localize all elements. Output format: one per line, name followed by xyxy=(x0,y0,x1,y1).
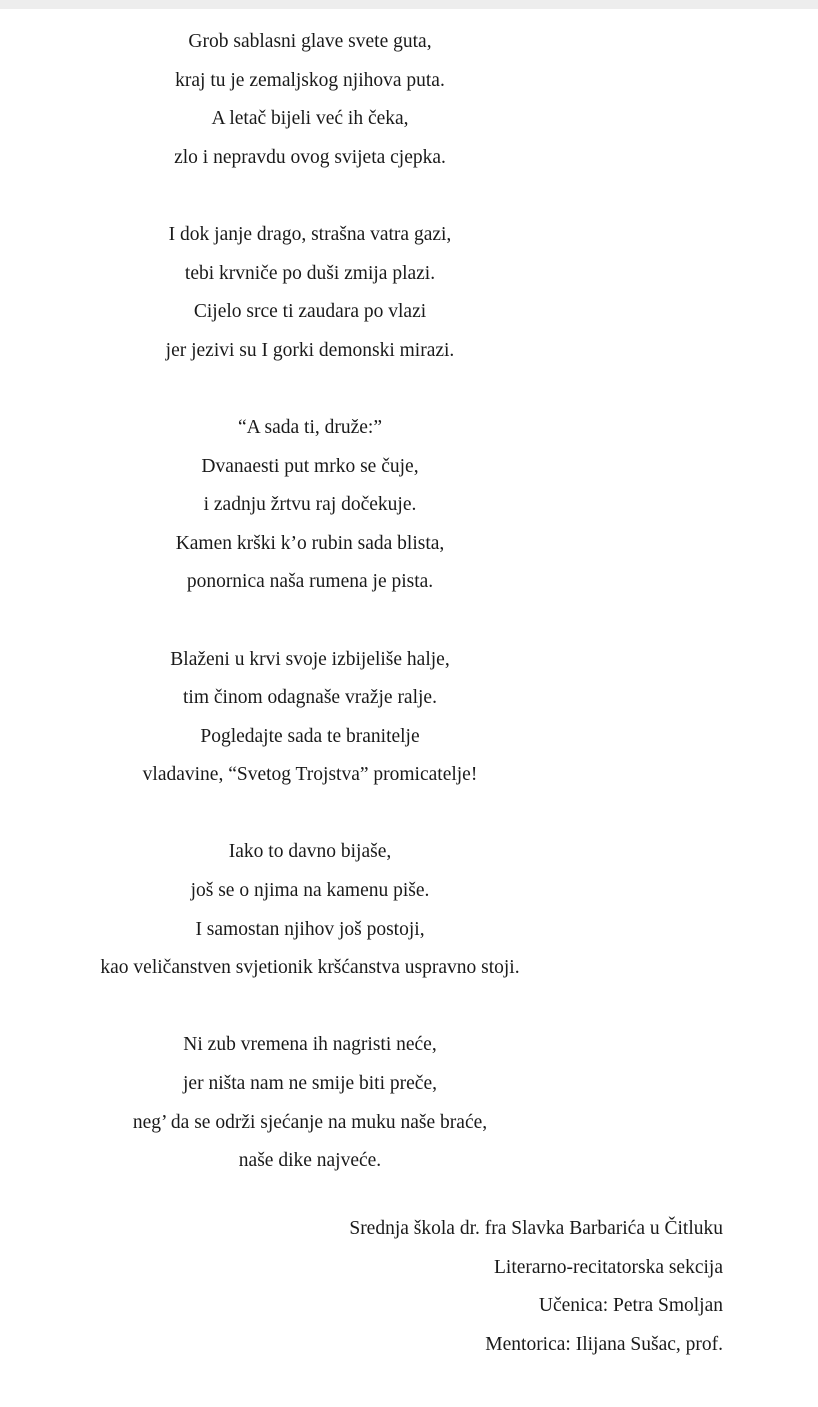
poem-line: Pogledajte sada te branitelje xyxy=(200,725,420,747)
credits xyxy=(349,1210,723,1364)
poem-line: vladavine, “Svetog Trojstva” promicatelje! xyxy=(142,764,478,786)
poem-line: još se o njima na kamenu piše. xyxy=(190,880,430,902)
poem-line: Grob sablasni glave svete guta, xyxy=(188,31,432,52)
school-name: Srednja škola dr. fra Slavka Barbarića u Čitluku xyxy=(349,1218,723,1239)
top-bar xyxy=(0,0,818,9)
poem-line: kao veličanstven svjetionik kršćanstva uspravno stoji. xyxy=(100,957,520,979)
poem-line: i zadnju žrtvu raj dočekuje. xyxy=(203,494,417,516)
poem-line: naše dike najveće. xyxy=(238,1150,382,1172)
poem-line: tim činom odagnaše vražje ralje. xyxy=(183,687,437,709)
poem-line: Iako to davno bijaše, xyxy=(228,841,392,863)
poem-line: I samostan njihov još postoji, xyxy=(195,918,425,940)
stanza-2 xyxy=(0,216,620,370)
poem-line: Blaženi u krvi svoje izbijeliše halje, xyxy=(170,648,450,670)
mentor-name: Mentorica: Ilijana Sušac, prof. xyxy=(485,1333,723,1355)
poem-line: jer ništa nam ne smije biti preče, xyxy=(183,1073,437,1095)
stanza-3 xyxy=(0,409,620,602)
poem-line: tebi krvniče po duši zmija plazi. xyxy=(184,262,436,284)
poem-line: A letač bijeli već ih čeka, xyxy=(211,108,409,130)
poem-line: “A sada ti, druže:” xyxy=(237,416,383,438)
poem-line: jer jezivi su I gorki demonski mirazi. xyxy=(165,339,455,361)
poem-line: ponornica naša rumena je pista. xyxy=(186,571,434,593)
poem-line: Kamen krški k’o rubin sada blista, xyxy=(175,532,445,554)
stanza-4 xyxy=(0,641,620,795)
poem-line: Dvanaesti put mrko se čuje, xyxy=(201,455,419,477)
poem-line: neg’ da se održi sjećanje na muku naše braće, xyxy=(132,1111,488,1133)
stanza-6 xyxy=(0,1026,620,1180)
poem-line: I dok janje drago, strašna vatra gazi, xyxy=(168,223,452,245)
poem-line: zlo i nepravdu ovog svijeta cjepka. xyxy=(174,146,446,168)
student-name: Učenica: Petra Smoljan xyxy=(538,1295,723,1317)
poem-line: Ni zub vremena ih nagristi neće, xyxy=(183,1034,437,1056)
poem-line: kraj tu je zemaljskog njihova puta. xyxy=(175,69,445,91)
poem xyxy=(0,23,620,1219)
stanza-1 xyxy=(0,23,620,177)
section-name: Literarno-recitatorska sekcija xyxy=(493,1256,723,1278)
stanza-5 xyxy=(0,833,620,987)
poem-line: Cijelo srce ti zaudara po vlazi xyxy=(193,301,427,323)
